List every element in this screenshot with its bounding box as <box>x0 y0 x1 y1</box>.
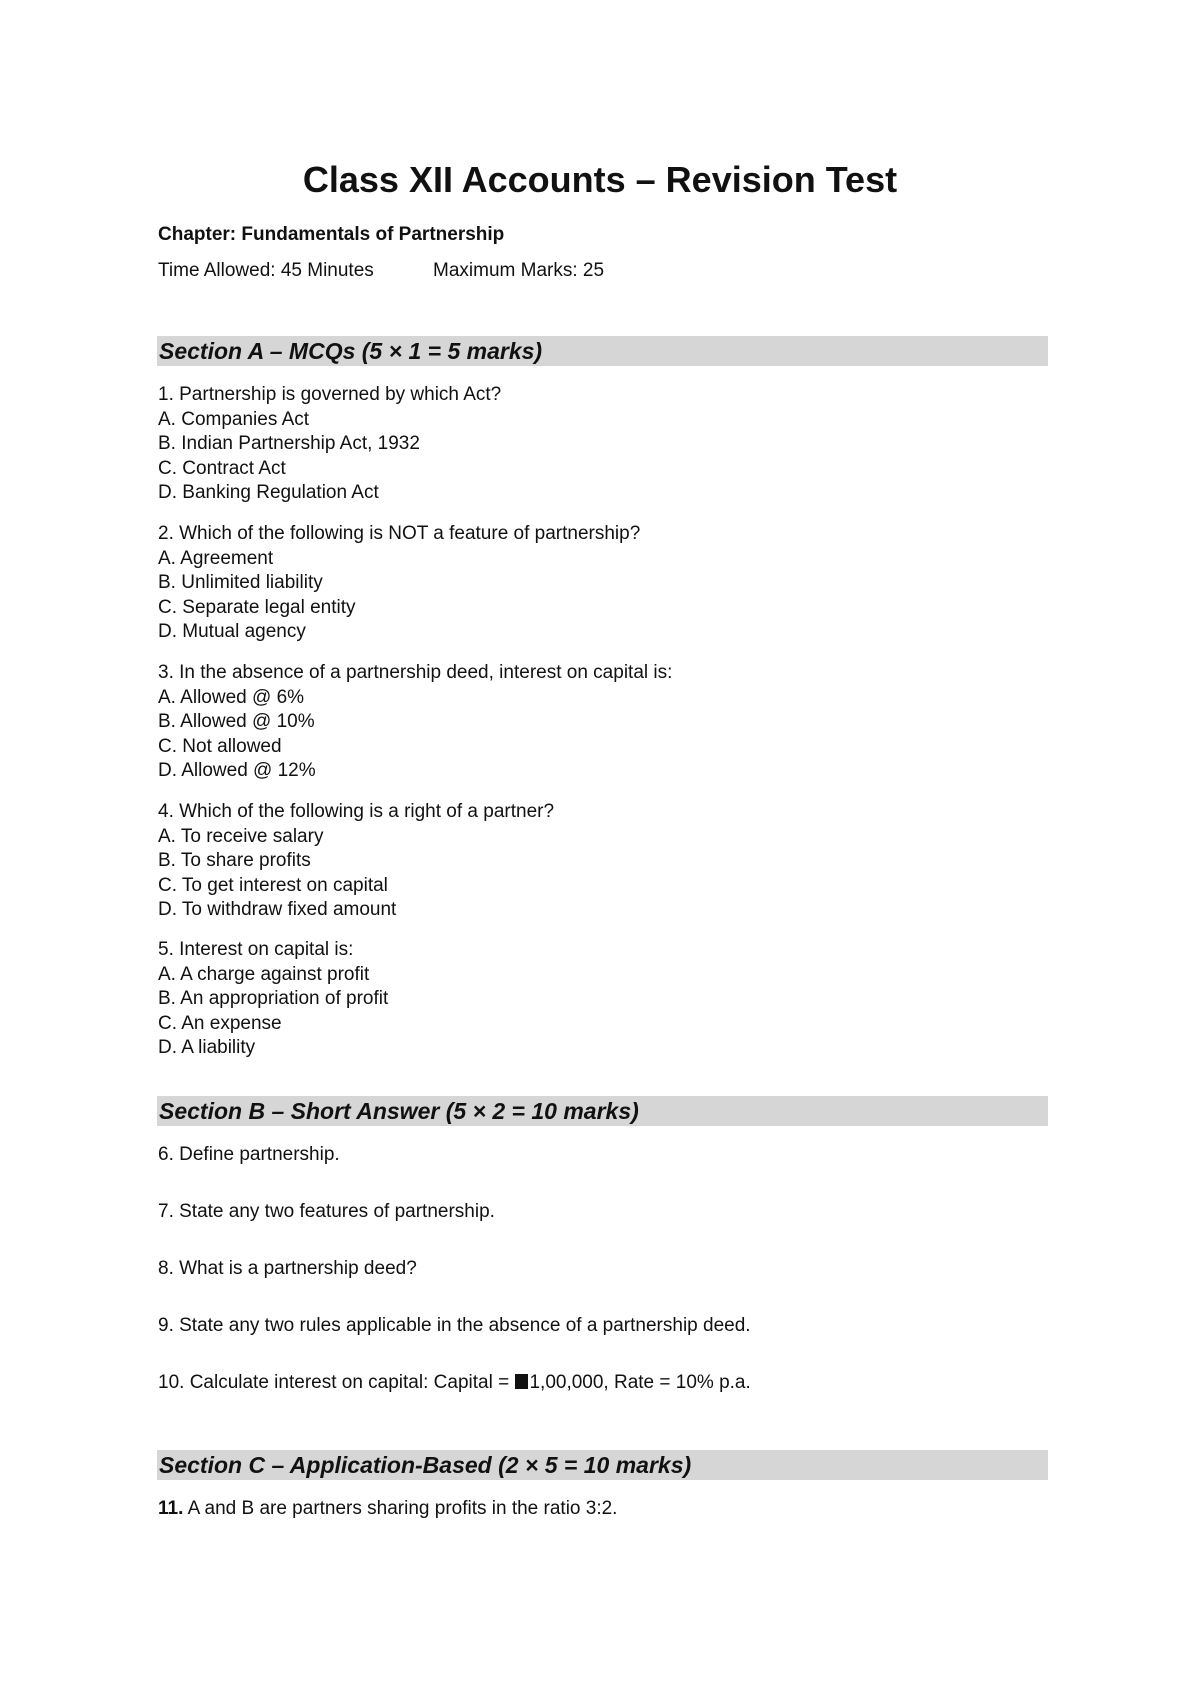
mcq-5 <box>158 938 1038 1061</box>
option: B. To share profits <box>158 850 311 871</box>
short-answer-question-10 <box>158 1371 751 1395</box>
section-c-heading-text: Section C – Application-Based (2 × 5 = 10 marks) <box>159 1452 692 1478</box>
option: B. An appropriation of profit <box>158 988 389 1009</box>
short-answer-question: 8. What is a partnership deed? <box>158 1258 417 1279</box>
option: C. Contract Act <box>158 457 286 479</box>
short-answer-question: 7. State any two features of partnership. <box>158 1201 495 1222</box>
q10-suffix: 1,00,000, Rate = 10% p.a. <box>529 1372 751 1393</box>
option: C. To get interest on capital <box>158 874 388 896</box>
maximum-marks: Maximum Marks: 25 <box>433 260 605 281</box>
option: A. Agreement <box>158 547 274 569</box>
option: A. Allowed @ 6% <box>158 686 305 708</box>
rupee-symbol-icon <box>515 1374 528 1389</box>
question-text: 1. Partnership is governed by which Act? <box>158 384 502 405</box>
chapter-label: Chapter: Fundamentals of Partnership <box>158 224 505 245</box>
section-b-heading <box>157 1096 1048 1126</box>
option: A. A charge against profit <box>158 963 370 985</box>
option: A. Companies Act <box>158 408 310 430</box>
application-question-11 <box>158 1497 617 1521</box>
mcq-4 <box>158 800 1038 923</box>
section-a-heading-text: Section A – MCQs (5 × 1 = 5 marks) <box>159 338 543 364</box>
exam-meta <box>158 259 604 283</box>
q11-text: A and B are partners sharing profits in the ratio 3:2. <box>183 1498 618 1519</box>
page-title: Class XII Accounts – Revision Test <box>302 159 898 200</box>
question-text: 2. Which of the following is NOT a feature of partnership? <box>158 523 641 544</box>
question-text: 5. Interest on capital is: <box>158 939 354 960</box>
option: B. Indian Partnership Act, 1932 <box>158 433 420 454</box>
option: C. An expense <box>158 1012 282 1034</box>
option: D. Allowed @ 12% <box>158 760 316 781</box>
section-a-heading <box>157 336 1048 366</box>
option: C. Separate legal entity <box>158 596 356 618</box>
q11-number: 11. <box>158 1498 184 1519</box>
section-c-heading <box>157 1450 1048 1480</box>
mcq-2 <box>158 522 1038 645</box>
short-answer-question: 9. State any two rules applicable in the absence of a partnership deed. <box>158 1315 751 1336</box>
option: D. To withdraw fixed amount <box>158 899 397 920</box>
option: D. Mutual agency <box>158 621 306 642</box>
option: B. Allowed @ 10% <box>158 711 315 732</box>
time-allowed: Time Allowed: 45 Minutes <box>158 260 374 281</box>
question-text: 3. In the absence of a partnership deed, interest on capital is: <box>158 662 673 683</box>
mcq-3 <box>158 661 1038 784</box>
mcq-1 <box>158 383 1038 506</box>
short-answer-question: 6. Define partnership. <box>158 1144 340 1165</box>
option: C. Not allowed <box>158 735 282 757</box>
option: D. Banking Regulation Act <box>158 482 379 503</box>
section-b-heading-text: Section B – Short Answer (5 × 2 = 10 marks) <box>159 1098 639 1124</box>
option: A. To receive salary <box>158 825 324 847</box>
option: B. Unlimited liability <box>158 572 323 593</box>
q10-prefix: 10. Calculate interest on capital: Capital = <box>158 1372 515 1393</box>
option: D. A liability <box>158 1037 256 1058</box>
question-text: 4. Which of the following is a right of a partner? <box>158 801 555 822</box>
